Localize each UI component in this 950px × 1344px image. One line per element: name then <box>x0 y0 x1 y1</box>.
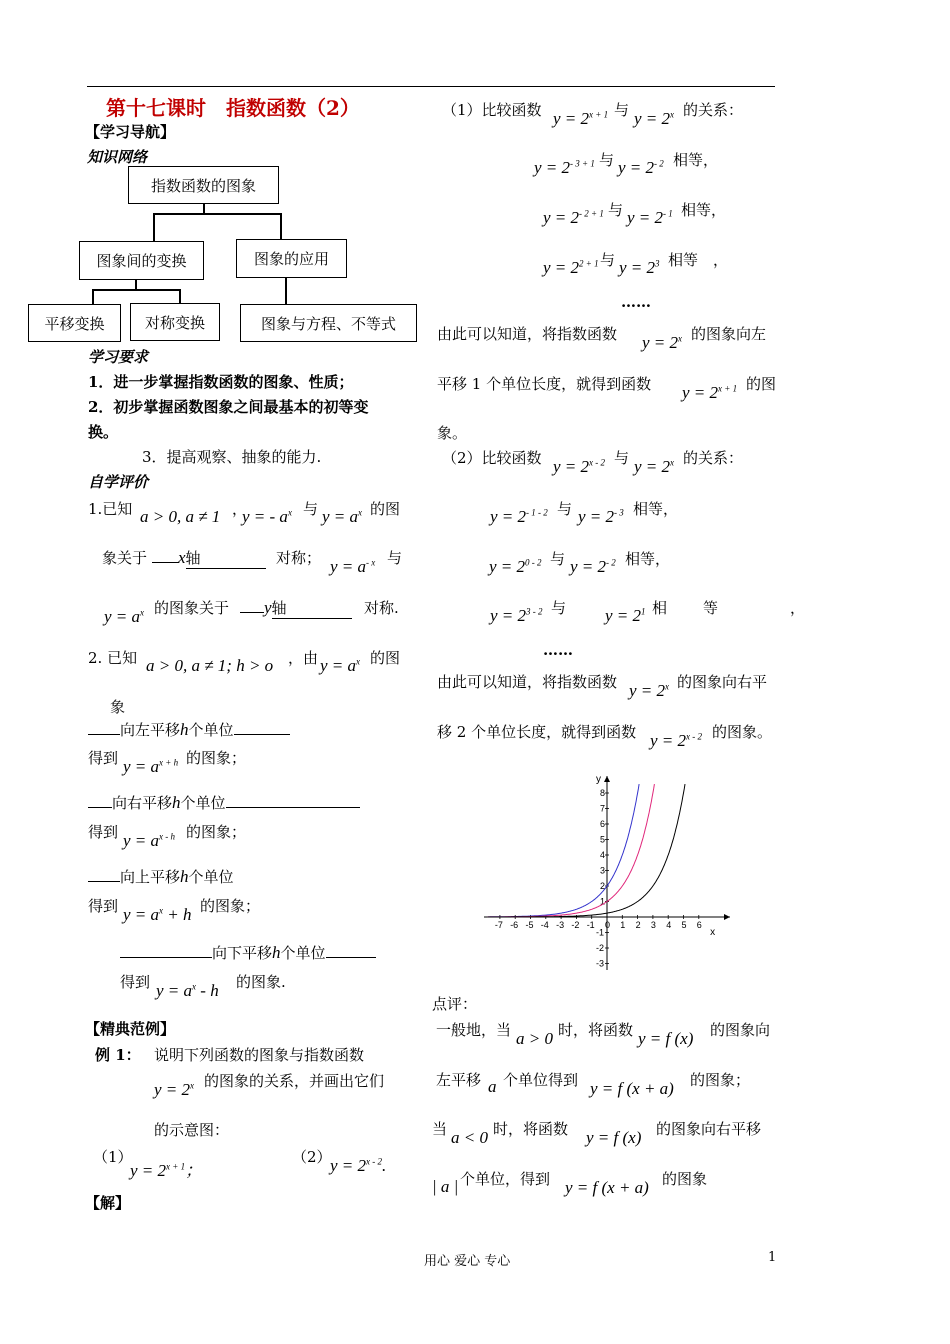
q1-formula-2: $y = a^x$ <box>322 507 363 526</box>
x-tick-label: -3 <box>556 920 565 930</box>
x-axis-arrow <box>724 914 730 920</box>
compare-1-f2: $y = 2^x$ <box>634 109 675 128</box>
question-2-line-1: 2. 已知 <box>88 649 138 667</box>
x-tick-label: -6 <box>510 920 519 930</box>
q2-step-2[interactable]: 向右平移h个单位 <box>88 792 360 813</box>
x-tick-label: 4 <box>666 920 672 930</box>
y-tick-label: -1 <box>596 927 605 938</box>
x-tick-label: -2 <box>571 920 580 930</box>
q2-step-1[interactable]: 向左平移h个单位 <box>88 719 290 740</box>
curve-2-pow-x <box>488 784 655 917</box>
requirement-2: 2．初步掌握函数图象之间最基本的初等变 <box>88 398 369 416</box>
tree-branch-transform: 图象间的变换 <box>79 241 204 280</box>
x-tick-label: 0 <box>605 920 611 930</box>
x-tick-label: 5 <box>681 920 687 930</box>
q2-formula: $y = a^x$ <box>320 656 361 675</box>
question-1-line-1: 1.已知 <box>88 500 133 518</box>
q2-condition: a > 0, a ≠ 1; h > o <box>146 656 274 675</box>
x-tick-label: -4 <box>540 920 549 930</box>
q1-answer-2[interactable]: y轴 <box>240 597 352 619</box>
y-tick-label: 4 <box>600 850 606 860</box>
y-axis-arrow <box>604 776 610 782</box>
q2-result-4: $y = a^x - h$ <box>156 981 219 1000</box>
example-1-formula: $y = 2^x$ <box>154 1080 195 1099</box>
q1-formula-4: $y = a^x$ <box>104 607 145 626</box>
y-tick-label: 5 <box>600 834 606 845</box>
q2-result-2: $y = a^{x - h}$ <box>123 831 176 850</box>
q1-formula-3: $y = a^{- x}$ <box>330 557 376 576</box>
curve-2-pow-x-plus-1 <box>488 784 639 917</box>
q1-answer-1[interactable]: x轴 <box>152 547 266 569</box>
requirement-1: 1．进一步掌握指数函数的图象、性质； <box>88 373 354 391</box>
exponential-graph <box>482 772 738 972</box>
x-tick-label: -7 <box>494 920 503 930</box>
y-tick-label: -3 <box>596 958 605 969</box>
q1-formula-1: y = - $a^x$ <box>242 507 292 526</box>
x-tick-label: 3 <box>650 920 656 930</box>
page-title: 第十七课时 指数函数（2） <box>106 96 360 120</box>
x-tick-label: 6 <box>696 920 702 930</box>
q2-step-3[interactable]: 向上平移h个单位 <box>88 866 234 887</box>
q2-step-4[interactable]: 向下平移h个单位 <box>120 942 376 963</box>
requirements-heading: 学习要求 <box>88 348 149 366</box>
solution-heading: 【解】 <box>85 1194 131 1212</box>
knowledge-net-heading: 知识网络 <box>87 148 148 166</box>
compare-1-f1: $y = 2^{x + 1}$ <box>553 109 609 128</box>
x-tick-label: -1 <box>586 920 595 930</box>
curve-2-pow-x-minus-2 <box>488 784 685 917</box>
nav-heading: 【学习导航】 <box>85 123 176 141</box>
example-1-part-1: $y = 2^{x + 1}$； <box>130 1161 203 1180</box>
y-tick-label: -2 <box>596 943 605 953</box>
tree-leaf-symmetry: 对称变换 <box>130 303 220 341</box>
y-axis-label: y <box>596 774 601 785</box>
example-1-label: 例 1： <box>95 1046 141 1064</box>
y-tick-label: 2 <box>600 881 606 891</box>
top-rule <box>87 86 775 87</box>
requirement-2-cont: 换。 <box>88 423 119 441</box>
y-tick-label: 3 <box>600 865 606 876</box>
y-tick-label: 7 <box>600 803 606 814</box>
self-eval-heading: 自学评价 <box>88 473 149 491</box>
tree-branch-application: 图象的应用 <box>236 239 347 278</box>
example-1-part-2: $y = 2^{x - 2}$. <box>330 1156 387 1175</box>
x-axis-label: x <box>710 927 716 938</box>
tree-leaf-translation: 平移变换 <box>28 304 121 342</box>
example-heading: 【精典范例】 <box>85 1020 176 1038</box>
y-tick-label: 6 <box>600 819 606 829</box>
x-tick-label: 2 <box>635 920 641 930</box>
y-tick-label: 8 <box>600 788 606 798</box>
tree-root: 指数函数的图象 <box>128 166 279 204</box>
page-number: 1 <box>768 1250 777 1265</box>
q2-result-3: $y = a^x + h$ <box>123 905 192 924</box>
requirement-3: 3．提高观察、抽象的能力. <box>142 448 322 466</box>
x-tick-label: -5 <box>525 920 534 930</box>
comment-heading: 点评： <box>432 995 478 1013</box>
y-tick-label: 1 <box>600 896 606 907</box>
tree-leaf-equation: 图象与方程、不等式 <box>240 304 417 342</box>
q2-result-1: $y = a^{x + h}$ <box>123 757 179 776</box>
x-tick-label: 1 <box>620 920 626 930</box>
q1-condition: a > 0, a ≠ 1 <box>140 507 221 526</box>
footer-text: 用心 爱心 专心 <box>424 1254 511 1269</box>
